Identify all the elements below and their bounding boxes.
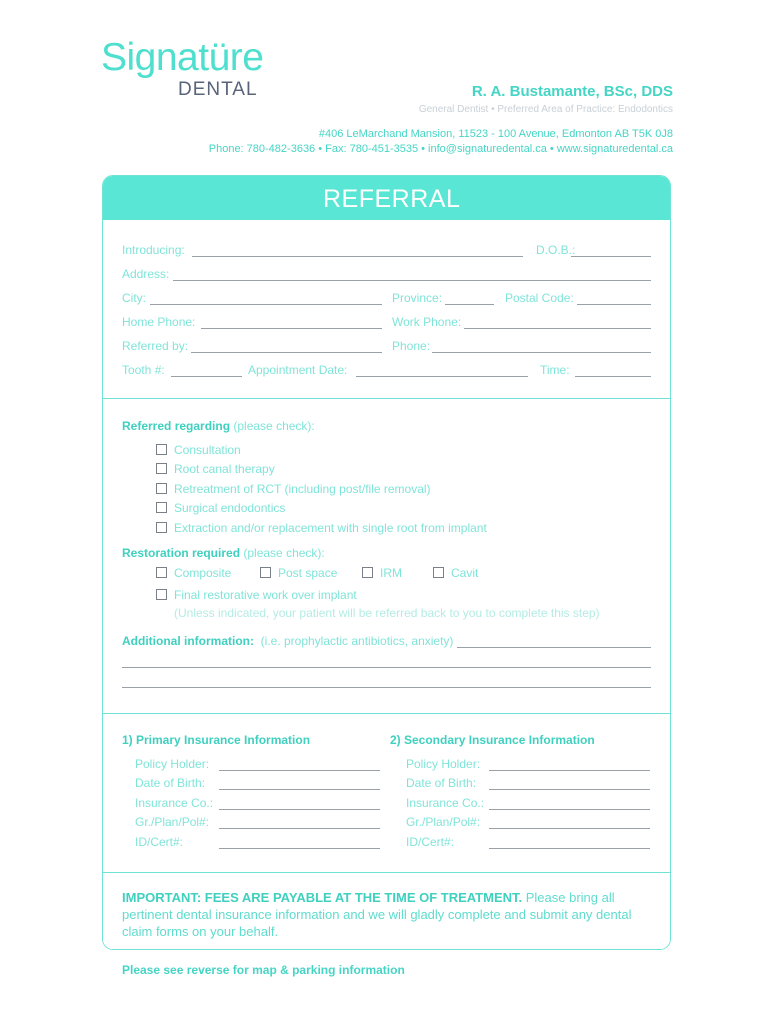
surgical-endodontics-label: Surgical endodontics bbox=[174, 501, 286, 515]
doctor-name: R. A. Bustamante, BSc, DDS bbox=[471, 83, 673, 100]
cavit-label: Cavit bbox=[451, 566, 479, 580]
reverse-note: Please see reverse for map & parking information bbox=[122, 963, 405, 977]
post-space-label: Post space bbox=[278, 566, 338, 580]
cavit-checkbox[interactable] bbox=[433, 567, 444, 578]
postal-code-label: Postal Code: bbox=[505, 291, 574, 305]
primary-dob-field[interactable] bbox=[219, 789, 380, 790]
appointment-date-label: Appointment Date: bbox=[248, 363, 348, 377]
surgical-endodontics-checkbox[interactable] bbox=[156, 502, 167, 513]
additional-info-heading: Additional information: (i.e. prophylactic antibiotics, anxiety) bbox=[122, 634, 454, 648]
referred-by-field[interactable] bbox=[191, 352, 382, 353]
referral-form bbox=[102, 175, 671, 950]
secondary-id-field[interactable] bbox=[489, 848, 650, 849]
secondary-dob-field[interactable] bbox=[489, 789, 650, 790]
retreatment-label: Retreatment of RCT (including post/file removal) bbox=[174, 482, 431, 496]
final-restorative-label: Final restorative work over implant bbox=[174, 588, 357, 602]
consultation-checkbox[interactable] bbox=[156, 444, 167, 455]
address-field[interactable] bbox=[173, 280, 651, 281]
important-notice: IMPORTANT: FEES ARE PAYABLE AT THE TIME OF TREATMENT. Please bring all pertinent dental insurance information and we will gladly complete and submit any dental claim forms on your behalf. bbox=[122, 890, 632, 939]
extraction-label: Extraction and/or replacement with single root from implant bbox=[174, 521, 487, 535]
primary-dob-label: Date of Birth: bbox=[135, 776, 206, 790]
irm-label: IRM bbox=[380, 566, 402, 580]
referred-regarding-heading: Referred regarding (please check): bbox=[122, 419, 315, 433]
root-canal-checkbox[interactable] bbox=[156, 463, 167, 474]
final-restorative-checkbox[interactable] bbox=[156, 589, 167, 600]
secondary-policy-holder-label: Policy Holder: bbox=[406, 757, 481, 771]
tooth-field[interactable] bbox=[171, 376, 242, 377]
post-space-checkbox[interactable] bbox=[260, 567, 271, 578]
introducing-field[interactable] bbox=[192, 256, 523, 257]
section-divider bbox=[103, 872, 670, 873]
primary-id-label: ID/Cert#: bbox=[135, 835, 184, 849]
appointment-date-field[interactable] bbox=[356, 376, 528, 377]
composite-label: Composite bbox=[174, 566, 232, 580]
form-body bbox=[103, 220, 670, 949]
irm-checkbox[interactable] bbox=[362, 567, 373, 578]
primary-insurance-title: 1) Primary Insurance Information bbox=[122, 733, 311, 747]
restoration-heading: Restoration required (please check): bbox=[122, 546, 325, 560]
composite-checkbox[interactable] bbox=[156, 567, 167, 578]
primary-insurance-co-field[interactable] bbox=[219, 809, 380, 810]
work-phone-label: Work Phone: bbox=[392, 315, 462, 329]
secondary-insurance-co-field[interactable] bbox=[489, 809, 650, 810]
clinic-address: #406 LeMarchand Mansion, 11523 - 100 Avenue, Edmonton AB T5K 0J8 bbox=[318, 128, 673, 140]
additional-info-field-1[interactable] bbox=[457, 647, 651, 648]
additional-info-field-3[interactable] bbox=[122, 687, 651, 688]
primary-plan-label: Gr./Plan/Pol#: bbox=[135, 815, 210, 829]
doctor-subtitle: General Dentist • Preferred Area of Practice: Endodontics bbox=[418, 104, 673, 115]
final-restorative-note: (Unless indicated, your patient will be referred back to you to complete this step) bbox=[174, 606, 600, 620]
phone-field[interactable] bbox=[432, 352, 651, 353]
section-divider bbox=[103, 398, 670, 399]
dob-field[interactable] bbox=[571, 256, 651, 257]
retreatment-checkbox[interactable] bbox=[156, 483, 167, 494]
primary-id-field[interactable] bbox=[219, 848, 380, 849]
primary-policy-holder-field[interactable] bbox=[219, 770, 380, 771]
root-canal-label: Root canal therapy bbox=[174, 462, 275, 476]
city-field[interactable] bbox=[150, 304, 382, 305]
home-phone-label: Home Phone: bbox=[122, 315, 196, 329]
clinic-contact: Phone: 780-482-3636 • Fax: 780-451-3535 • info@signaturedental.ca • www.signaturedental.ca bbox=[208, 143, 673, 155]
primary-policy-holder-label: Policy Holder: bbox=[135, 757, 210, 771]
work-phone-field[interactable] bbox=[464, 328, 651, 329]
time-field[interactable] bbox=[575, 376, 651, 377]
logo-dental: DENTAL bbox=[178, 79, 258, 100]
extraction-checkbox[interactable] bbox=[156, 522, 167, 533]
tooth-label: Tooth #: bbox=[122, 363, 165, 377]
time-label: Time: bbox=[540, 363, 570, 377]
referred-by-label: Referred by: bbox=[122, 339, 189, 353]
province-field[interactable] bbox=[445, 304, 494, 305]
home-phone-field[interactable] bbox=[201, 328, 382, 329]
city-label: City: bbox=[122, 291, 146, 305]
additional-info-field-2[interactable] bbox=[122, 667, 651, 668]
form-header bbox=[103, 176, 670, 220]
consultation-label: Consultation bbox=[174, 443, 241, 457]
address-label: Address: bbox=[122, 267, 170, 281]
phone-label: Phone: bbox=[392, 339, 431, 353]
primary-insurance-co-label: Insurance Co.: bbox=[135, 796, 214, 810]
form-title: REFERRAL bbox=[323, 185, 461, 213]
postal-code-field[interactable] bbox=[577, 304, 651, 305]
section-divider bbox=[103, 713, 670, 714]
secondary-insurance-title: 2) Secondary Insurance Information bbox=[390, 733, 595, 747]
secondary-policy-holder-field[interactable] bbox=[489, 770, 650, 771]
dob-label: D.O.B.: bbox=[536, 243, 576, 257]
province-label: Province: bbox=[392, 291, 443, 305]
introducing-label: Introducing: bbox=[122, 243, 185, 257]
secondary-dob-label: Date of Birth: bbox=[406, 776, 477, 790]
secondary-insurance-co-label: Insurance Co.: bbox=[406, 796, 485, 810]
secondary-plan-field[interactable] bbox=[489, 828, 650, 829]
logo-signature: Signatüre bbox=[101, 36, 264, 79]
secondary-plan-label: Gr./Plan/Pol#: bbox=[406, 815, 481, 829]
secondary-id-label: ID/Cert#: bbox=[406, 835, 455, 849]
primary-plan-field[interactable] bbox=[219, 828, 380, 829]
